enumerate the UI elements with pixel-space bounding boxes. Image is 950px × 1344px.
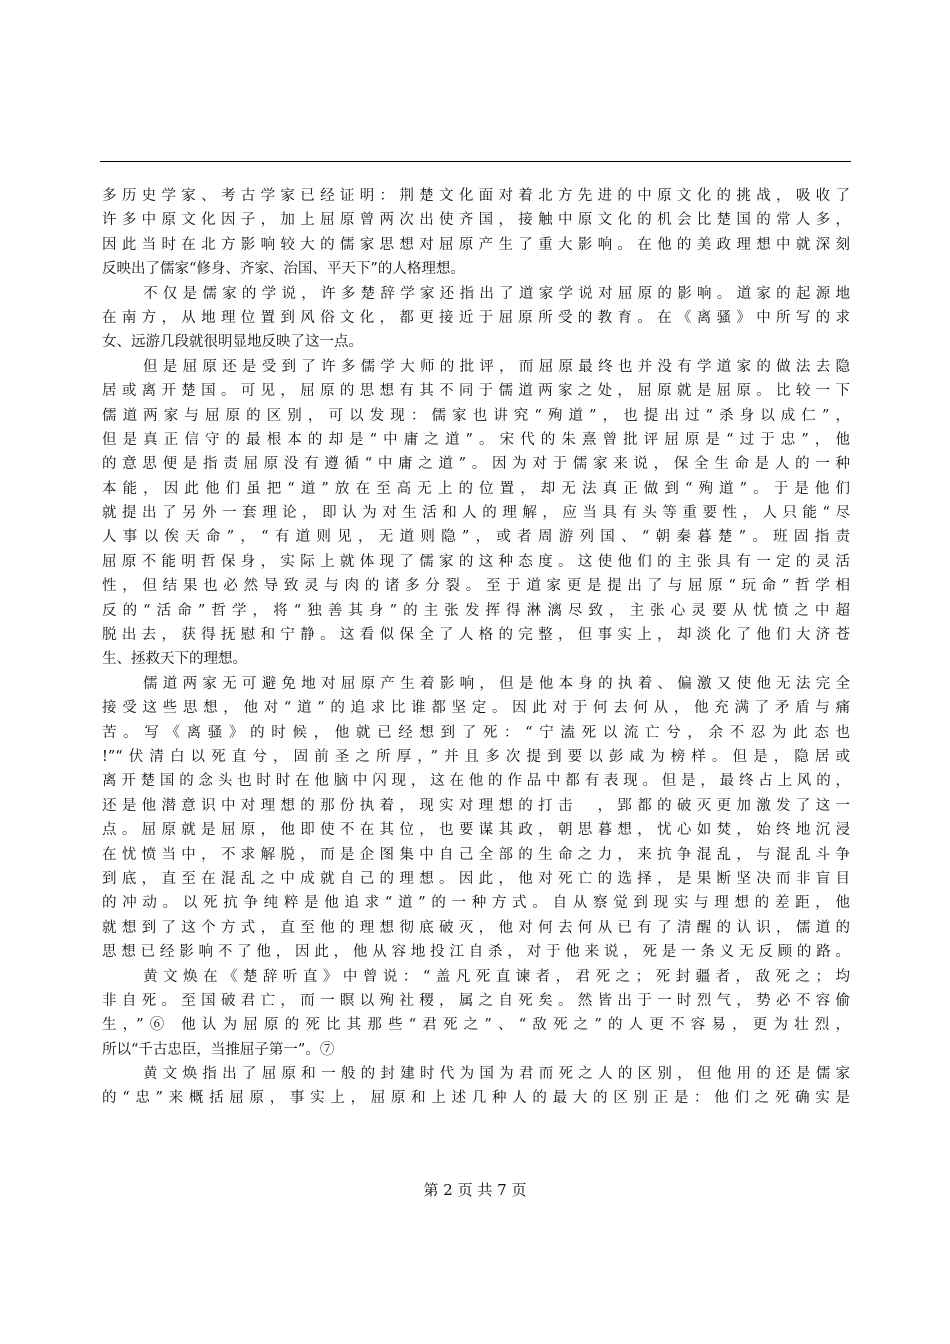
text-line: 但是屈原还是受到了许多儒学大师的批评，而屈原最终也并没有学道家的做法去隐 [143,358,850,375]
text-line: 苦。写《离骚》的时候，他就已经想到了死：“宁溘死以流亡兮，余不忍为此态也 [102,724,850,741]
text-line: 人事以俟天命”，“有道则见，无道则隐”，或者周游列国、“朝秦暮楚”。班固指责 [102,529,850,546]
text-line: 点。屈原就是屈原，他即使不在其位，也要谋其政，朝思暮想，忧心如焚，始终地沉浸 [102,822,850,839]
page-number-label: 第 2 页 共 7 页 [423,1181,527,1199]
text-line: 居或离开楚国。可见，屈原的思想有其不同于儒道两家之处，屈原就是屈原。比较一下 [102,383,850,400]
text-line: 儒道两家无可避免地对屈原产生着影响，但是他本身的执着、偏激又使他无法完全 [143,675,850,692]
text-line: 许多中原文化因子，加上屈原曾两次出使齐国，接触中原文化的机会比楚国的常人多， [102,212,850,229]
text-line: 但是真正信守的最根本的却是“中庸之道”。宋代的朱熹曾批评屈原是“过于忠”，他 [102,431,850,448]
text-line: 本能，因此他们虽把“道”放在至高无上的位置，却无法真正做到“殉道”。于是他们 [102,480,850,497]
text-line: 还是他潜意识中对理想的那份执着，现实对理想的打击 ，郢都的破灭更加激发了这一 [102,797,850,814]
text-line: 生、拯救天下的理想。 [102,651,247,668]
text-line: 生，”⑥ 他认为屈原的死比其那些“君死之”、“敌死之”的人更不容易，更为壮烈， [102,1017,850,1034]
text-line: !”“伏清白以死直兮，固前圣之所厚，”并且多次提到要以彭咸为榜样。但是，隐居或 [102,748,850,765]
text-line: 非自死。至国破君亡，而一瞑以殉社稷，属之自死矣。然皆出于一时烈气，势必不容偷 [102,992,850,1009]
text-line: 就提出了另外一套理论，即认为对生活和人的理解，应当具有头等重要性，人只能“尽 [102,505,850,522]
text-line: 所以“千古忠臣，当推屈子第一”。⑦ [102,1041,335,1058]
text-line: 因此当时在北方影响较大的儒家思想对屈原产生了重大影响。在他的美政理想中就深刻 [102,236,850,253]
text-line: 在忧愤当中，不求解脱，而是企图集中自己全部的生命之力，来抗争混乱，与混乱斗争 [102,846,850,863]
text-line: 在南方，从地理位置到风俗文化，都更接近于屈原所受的教育。在《离骚》中所写的求 [102,309,850,326]
text-line: 女、远游几段就很明显地反映了这一点。 [102,334,363,351]
text-line: 反映出了儒家“修身、齐家、治国、平天下”的人格理想。 [102,261,465,278]
text-line: 不仅是儒家的学说，许多楚辞学家还指出了道家学说对屈原的影响。道家的起源地 [143,285,850,302]
text-line: 反的“活命”哲学，将“独善其身”的主张发挥得淋漓尽致，主张心灵要从忧愤之中超 [102,602,850,619]
text-line: 的“忠”来概括屈原，事实上，屈原和上述几种人的最大的区别正是：他们之死确实是 [102,1090,850,1107]
text-line: 性，但结果也必然导致灵与肉的诸多分裂。至于道家更是提出了与屈原“玩命”哲学相 [102,578,850,595]
text-line: 多历史学家、考古学家已经证明：荆楚文化面对着北方先进的中原文化的挑战，吸收了 [102,188,850,204]
text-line: 黄文焕在《楚辞听直》中曾说：“盖凡死直谏者，君死之；死封疆者，敌死之；均 [143,968,850,985]
text-line: 到底，直至在混乱之中成就自己的理想。因此，他对死亡的选择，是果断坚决而非盲目 [102,870,850,887]
text-line: 屈原不能明哲保身，实际上就体现了儒家的这种态度。这使他们的主张具有一定的灵活 [102,553,850,570]
page-footer [0,1179,950,1201]
text-line: 的冲动。以死抗争纯粹是他追求“道”的一种方式。自从察觉到现实与理想的差距，他 [102,895,850,912]
text-line: 儒道两家与屈原的区别，可以发现：儒家也讲究“殉道”，也提出过“杀身以成仁”， [102,407,850,424]
text-line: 黄文焕指出了屈原和一般的封建时代为国为君而死之人的区别，但他用的还是儒家 [143,1066,850,1083]
body-text [102,184,850,1111]
text-line: 接受这些思想，他对“道”的追求比谁都坚定。因此对于何去何从，他充满了矛盾与痛 [102,700,850,717]
text-line: 就想到了这个方式，直至他的理想彻底破灭，他对何去何从已有了清醒的认识，儒道的 [102,919,850,936]
text-line: 的意思便是指责屈原没有遵循“中庸之道”。因为对于儒家来说，保全生命是人的一种 [102,456,850,473]
text-line: 离开楚国的念头也时时在他脑中闪现，这在他的作品中都有表现。但是，最终占上风的， [102,773,850,790]
header-rule [100,161,851,162]
text-line: 脱出去，获得抚慰和宁静。这看似保全了人格的完整，但事实上，却淡化了他们大济苍 [102,627,850,644]
text-line: 思想已经影响不了他，因此，他从容地投江自杀，对于他来说，死是一条义无反顾的路。 [102,944,850,961]
